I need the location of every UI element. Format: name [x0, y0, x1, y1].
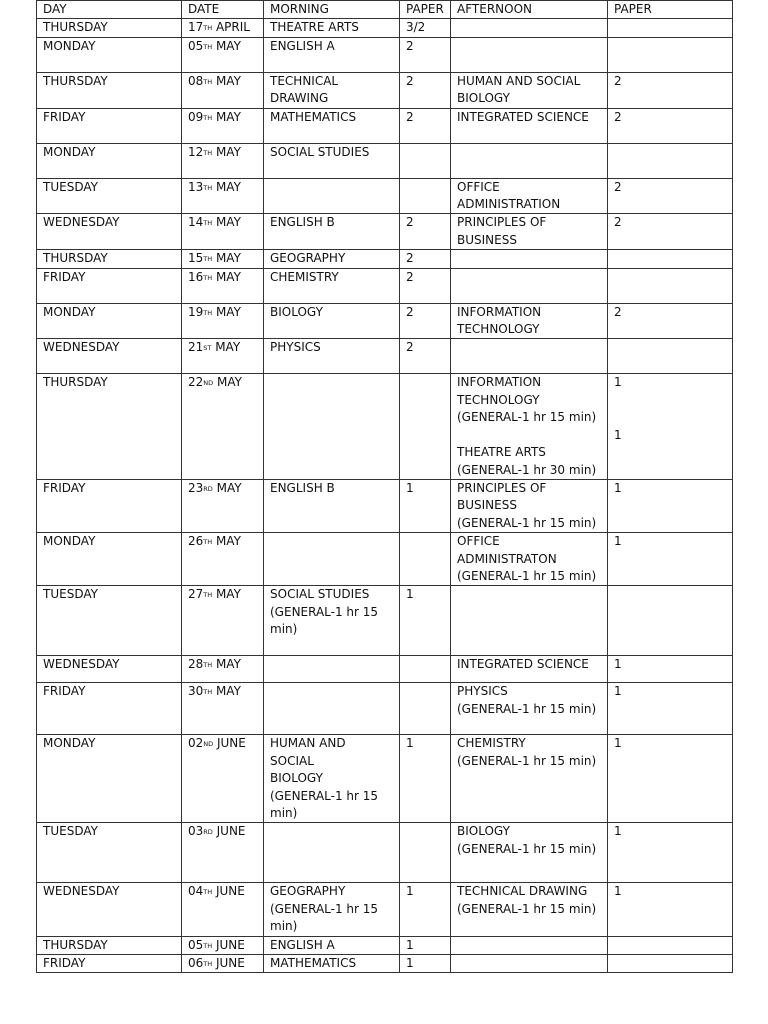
cell-day: FRIDAY	[37, 268, 182, 303]
cell-morning-paper: 2	[400, 339, 451, 374]
cell-afternoon	[451, 37, 608, 72]
cell-day: WEDNESDAY	[37, 214, 182, 250]
table-row	[37, 72, 733, 108]
cell-day: THURSDAY	[37, 250, 182, 268]
cell-afternoon-paper: 2	[608, 72, 733, 108]
date-ordinal-suffix: ND	[203, 740, 214, 749]
date-day-number: 16	[188, 269, 204, 284]
cell-afternoon: TECHNICAL DRAWING (GENERAL-1 hr 15 min)	[451, 883, 608, 936]
cell-day: FRIDAY	[37, 108, 182, 143]
date-ordinal-suffix: TH	[203, 148, 213, 157]
date-day-number: 14	[188, 215, 204, 230]
cell-day: MONDAY	[37, 735, 182, 823]
table-row	[37, 143, 733, 178]
table-row	[37, 303, 733, 339]
cell-morning-paper	[400, 143, 451, 178]
date-month: JUNE	[212, 884, 245, 899]
date-month: MAY	[213, 375, 242, 390]
cell-date	[182, 214, 264, 250]
cell-day: WEDNESDAY	[37, 339, 182, 374]
date-month: JUNE	[213, 736, 246, 751]
cell-afternoon	[451, 19, 608, 37]
cell-morning: GEOGRAPHY (GENERAL-1 hr 15 min)	[264, 883, 400, 936]
cell-morning: THEATRE ARTS	[264, 19, 400, 37]
cell-day: TUESDAY	[37, 586, 182, 656]
cell-afternoon-paper: 2	[608, 303, 733, 339]
cell-morning-paper: 2	[400, 72, 451, 108]
header-row	[37, 1, 733, 19]
cell-day: MONDAY	[37, 143, 182, 178]
table-row	[37, 268, 733, 303]
cell-date	[182, 250, 264, 268]
date-day-number: 17	[188, 20, 204, 35]
date-ordinal-suffix: TH	[203, 42, 213, 51]
cell-morning: ENGLISH A	[264, 936, 400, 954]
cell-morning: SOCIAL STUDIES	[264, 143, 400, 178]
date-ordinal-suffix: TH	[203, 24, 213, 33]
date-month: MAY	[212, 534, 241, 549]
cell-morning-paper: 1	[400, 735, 451, 823]
table-row	[37, 108, 733, 143]
cell-morning-paper	[400, 656, 451, 683]
cell-date	[182, 37, 264, 72]
date-ordinal-suffix: TH	[203, 941, 213, 950]
date-ordinal-suffix: TH	[203, 960, 213, 968]
date-day-number: 09	[188, 109, 204, 124]
cell-afternoon-paper: 1	[608, 735, 733, 823]
date-month: MAY	[212, 480, 242, 495]
cell-afternoon: OFFICE ADMINISTRATION	[451, 178, 608, 214]
table-row	[37, 374, 733, 479]
cell-afternoon-paper	[608, 955, 733, 973]
date-month: MAY	[211, 340, 241, 355]
date-day-number: 30	[188, 684, 204, 699]
date-day-number: 04	[188, 884, 204, 899]
cell-afternoon-paper	[608, 268, 733, 303]
cell-morning: ENGLISH B	[264, 214, 400, 250]
date-day-number: 05	[188, 38, 204, 53]
cell-morning-paper: 3/2	[400, 19, 451, 37]
date-month: MAY	[212, 251, 241, 266]
header-date: DATE	[182, 1, 264, 19]
date-ordinal-suffix: RD	[203, 484, 213, 493]
cell-afternoon-paper: 2	[608, 214, 733, 250]
cell-morning	[264, 656, 400, 683]
cell-date	[182, 268, 264, 303]
cell-afternoon-paper: 1	[608, 823, 733, 883]
cell-morning-paper: 1	[400, 955, 451, 973]
cell-afternoon-paper: 1	[608, 656, 733, 683]
cell-morning-paper	[400, 178, 451, 214]
cell-afternoon: INFORMATION TECHNOLOGY	[451, 303, 608, 339]
cell-afternoon: BIOLOGY (GENERAL-1 hr 15 min)	[451, 823, 608, 883]
cell-morning-paper: 1	[400, 586, 451, 656]
cell-day: FRIDAY	[37, 683, 182, 735]
date-day-number: 27	[188, 587, 204, 602]
header-afternoon: AFTERNOON	[451, 1, 608, 19]
date-month: MAY	[212, 215, 241, 230]
cell-day: TUESDAY	[37, 823, 182, 883]
date-day-number: 21	[188, 340, 204, 355]
cell-afternoon: CHEMISTRY (GENERAL-1 hr 15 min)	[451, 735, 608, 823]
date-ordinal-suffix: ST	[203, 344, 212, 353]
cell-morning-paper: 2	[400, 303, 451, 339]
table-row	[37, 250, 733, 268]
cell-afternoon: INTEGRATED SCIENCE	[451, 656, 608, 683]
cell-morning	[264, 533, 400, 586]
cell-morning: SOCIAL STUDIES (GENERAL-1 hr 15 min)	[264, 586, 400, 656]
cell-date	[182, 178, 264, 214]
cell-afternoon: HUMAN AND SOCIAL BIOLOGY	[451, 72, 608, 108]
cell-morning: PHYSICS	[264, 339, 400, 374]
date-ordinal-suffix: TH	[203, 273, 213, 282]
cell-date	[182, 143, 264, 178]
cell-date	[182, 936, 264, 954]
cell-morning-paper: 1	[400, 883, 451, 936]
exam-timetable	[36, 0, 733, 973]
date-ordinal-suffix: TH	[203, 661, 213, 670]
date-month: MAY	[212, 269, 241, 284]
cell-date	[182, 108, 264, 143]
header-afternoon-paper: PAPER	[608, 1, 733, 19]
table-row	[37, 656, 733, 683]
cell-date	[182, 72, 264, 108]
cell-day: FRIDAY	[37, 479, 182, 532]
cell-day: THURSDAY	[37, 72, 182, 108]
table-row	[37, 823, 733, 883]
date-month: MAY	[212, 587, 241, 602]
cell-date	[182, 533, 264, 586]
cell-afternoon: PHYSICS (GENERAL-1 hr 15 min)	[451, 683, 608, 735]
date-day-number: 22	[188, 375, 204, 390]
date-day-number: 13	[188, 179, 204, 194]
cell-morning-paper: 1	[400, 479, 451, 532]
cell-afternoon-paper: 1	[608, 479, 733, 532]
cell-date	[182, 586, 264, 656]
cell-morning: GEOGRAPHY	[264, 250, 400, 268]
cell-morning-paper: 2	[400, 214, 451, 250]
table-row	[37, 883, 733, 936]
cell-day: WEDNESDAY	[37, 656, 182, 683]
cell-morning-paper	[400, 823, 451, 883]
cell-day: MONDAY	[37, 37, 182, 72]
cell-afternoon	[451, 250, 608, 268]
cell-date	[182, 683, 264, 735]
cell-afternoon: PRINCIPLES OF BUSINESS	[451, 214, 608, 250]
cell-day: FRIDAY	[37, 955, 182, 973]
header-day: DAY	[37, 1, 182, 19]
date-month: MAY	[212, 144, 241, 159]
cell-afternoon	[451, 339, 608, 374]
cell-day: TUESDAY	[37, 178, 182, 214]
cell-date	[182, 479, 264, 532]
table-row	[37, 533, 733, 586]
cell-afternoon	[451, 586, 608, 656]
date-month: JUNE	[212, 956, 245, 970]
cell-afternoon	[451, 955, 608, 973]
cell-afternoon-paper: 2	[608, 108, 733, 143]
cell-afternoon	[451, 268, 608, 303]
cell-date	[182, 303, 264, 339]
cell-morning-paper: 2	[400, 108, 451, 143]
cell-morning-paper: 2	[400, 37, 451, 72]
date-ordinal-suffix: TH	[203, 77, 213, 86]
cell-date	[182, 823, 264, 883]
date-ordinal-suffix: ND	[203, 379, 214, 388]
date-ordinal-suffix: TH	[203, 591, 213, 600]
cell-afternoon: PRINCIPLES OF BUSINESS (GENERAL-1 hr 15 min)	[451, 479, 608, 532]
cell-morning: MATHEMATICS	[264, 955, 400, 973]
cell-afternoon-paper	[608, 586, 733, 656]
table-row	[37, 37, 733, 72]
table-row	[37, 936, 733, 954]
cell-afternoon-paper	[608, 250, 733, 268]
cell-afternoon-paper	[608, 936, 733, 954]
cell-day: THURSDAY	[37, 374, 182, 479]
table-row	[37, 735, 733, 823]
cell-day: THURSDAY	[37, 19, 182, 37]
cell-morning: CHEMISTRY	[264, 268, 400, 303]
date-month: MAY	[212, 684, 241, 699]
cell-date	[182, 339, 264, 374]
cell-morning: BIOLOGY	[264, 303, 400, 339]
cell-afternoon-paper: 1	[608, 683, 733, 735]
cell-morning-paper	[400, 533, 451, 586]
cell-afternoon-paper	[608, 339, 733, 374]
cell-morning: ENGLISH A	[264, 37, 400, 72]
date-ordinal-suffix: TH	[203, 183, 213, 192]
cell-date	[182, 955, 264, 973]
date-day-number: 12	[188, 144, 204, 159]
table-row	[37, 683, 733, 735]
date-day-number: 19	[188, 304, 204, 319]
date-month: MAY	[212, 179, 241, 194]
cell-afternoon-paper: 1	[608, 533, 733, 586]
cell-morning	[264, 823, 400, 883]
date-month: JUNE	[212, 937, 245, 952]
date-ordinal-suffix: TH	[203, 113, 213, 122]
cell-morning-paper	[400, 683, 451, 735]
date-month: APRIL	[212, 20, 250, 35]
date-day-number: 08	[188, 73, 204, 88]
date-ordinal-suffix: TH	[203, 308, 213, 317]
cell-day: WEDNESDAY	[37, 883, 182, 936]
date-month: MAY	[212, 657, 241, 672]
cell-morning-paper	[400, 374, 451, 479]
cell-morning-paper: 1	[400, 936, 451, 954]
table-row	[37, 479, 733, 532]
cell-afternoon-paper	[608, 37, 733, 72]
date-ordinal-suffix: TH	[203, 538, 213, 547]
cell-morning	[264, 178, 400, 214]
date-day-number: 06	[188, 956, 204, 970]
date-ordinal-suffix: TH	[203, 688, 213, 697]
cell-afternoon-paper: 1 1	[608, 374, 733, 479]
date-day-number: 23	[188, 480, 204, 495]
cell-day: MONDAY	[37, 303, 182, 339]
cell-morning: TECHNICAL DRAWING	[264, 72, 400, 108]
date-ordinal-suffix: TH	[203, 255, 213, 264]
table-row	[37, 19, 733, 37]
cell-date	[182, 19, 264, 37]
date-month: MAY	[212, 38, 241, 53]
cell-morning-paper: 2	[400, 268, 451, 303]
date-ordinal-suffix: RD	[203, 828, 213, 837]
header-morning: MORNING	[264, 1, 400, 19]
date-month: MAY	[212, 73, 241, 88]
cell-afternoon-paper	[608, 19, 733, 37]
table-row	[37, 586, 733, 656]
cell-afternoon-paper: 1	[608, 883, 733, 936]
table-row	[37, 178, 733, 214]
cell-afternoon: INTEGRATED SCIENCE	[451, 108, 608, 143]
date-month: MAY	[212, 304, 241, 319]
cell-date	[182, 374, 264, 479]
cell-day: MONDAY	[37, 533, 182, 586]
cell-afternoon-paper	[608, 143, 733, 178]
table-row	[37, 339, 733, 374]
cell-date	[182, 735, 264, 823]
date-day-number: 02	[188, 736, 204, 751]
cell-date	[182, 656, 264, 683]
cell-afternoon: OFFICE ADMINISTRATON (GENERAL-1 hr 15 min)	[451, 533, 608, 586]
cell-afternoon-paper: 2	[608, 178, 733, 214]
date-day-number: 26	[188, 534, 204, 549]
date-ordinal-suffix: TH	[203, 888, 213, 897]
cell-morning: MATHEMATICS	[264, 108, 400, 143]
table-row	[37, 955, 733, 973]
cell-afternoon: INFORMATION TECHNOLOGY (GENERAL-1 hr 15 min) THEATRE ARTS (GENERAL-1 hr 30 min)	[451, 374, 608, 479]
cell-afternoon	[451, 936, 608, 954]
cell-morning	[264, 374, 400, 479]
cell-day: THURSDAY	[37, 936, 182, 954]
cell-morning-paper: 2	[400, 250, 451, 268]
date-day-number: 03	[188, 824, 204, 839]
date-ordinal-suffix: TH	[203, 219, 213, 228]
cell-afternoon	[451, 143, 608, 178]
cell-morning: HUMAN AND SOCIAL BIOLOGY (GENERAL-1 hr 15 min)	[264, 735, 400, 823]
cell-morning: ENGLISH B	[264, 479, 400, 532]
date-month: JUNE	[212, 824, 246, 839]
date-month: MAY	[212, 109, 241, 124]
table-row	[37, 214, 733, 250]
header-morning-paper: PAPER	[400, 1, 451, 19]
date-day-number: 05	[188, 937, 204, 952]
date-day-number: 15	[188, 251, 204, 266]
cell-morning	[264, 683, 400, 735]
cell-date	[182, 883, 264, 936]
date-day-number: 28	[188, 657, 204, 672]
